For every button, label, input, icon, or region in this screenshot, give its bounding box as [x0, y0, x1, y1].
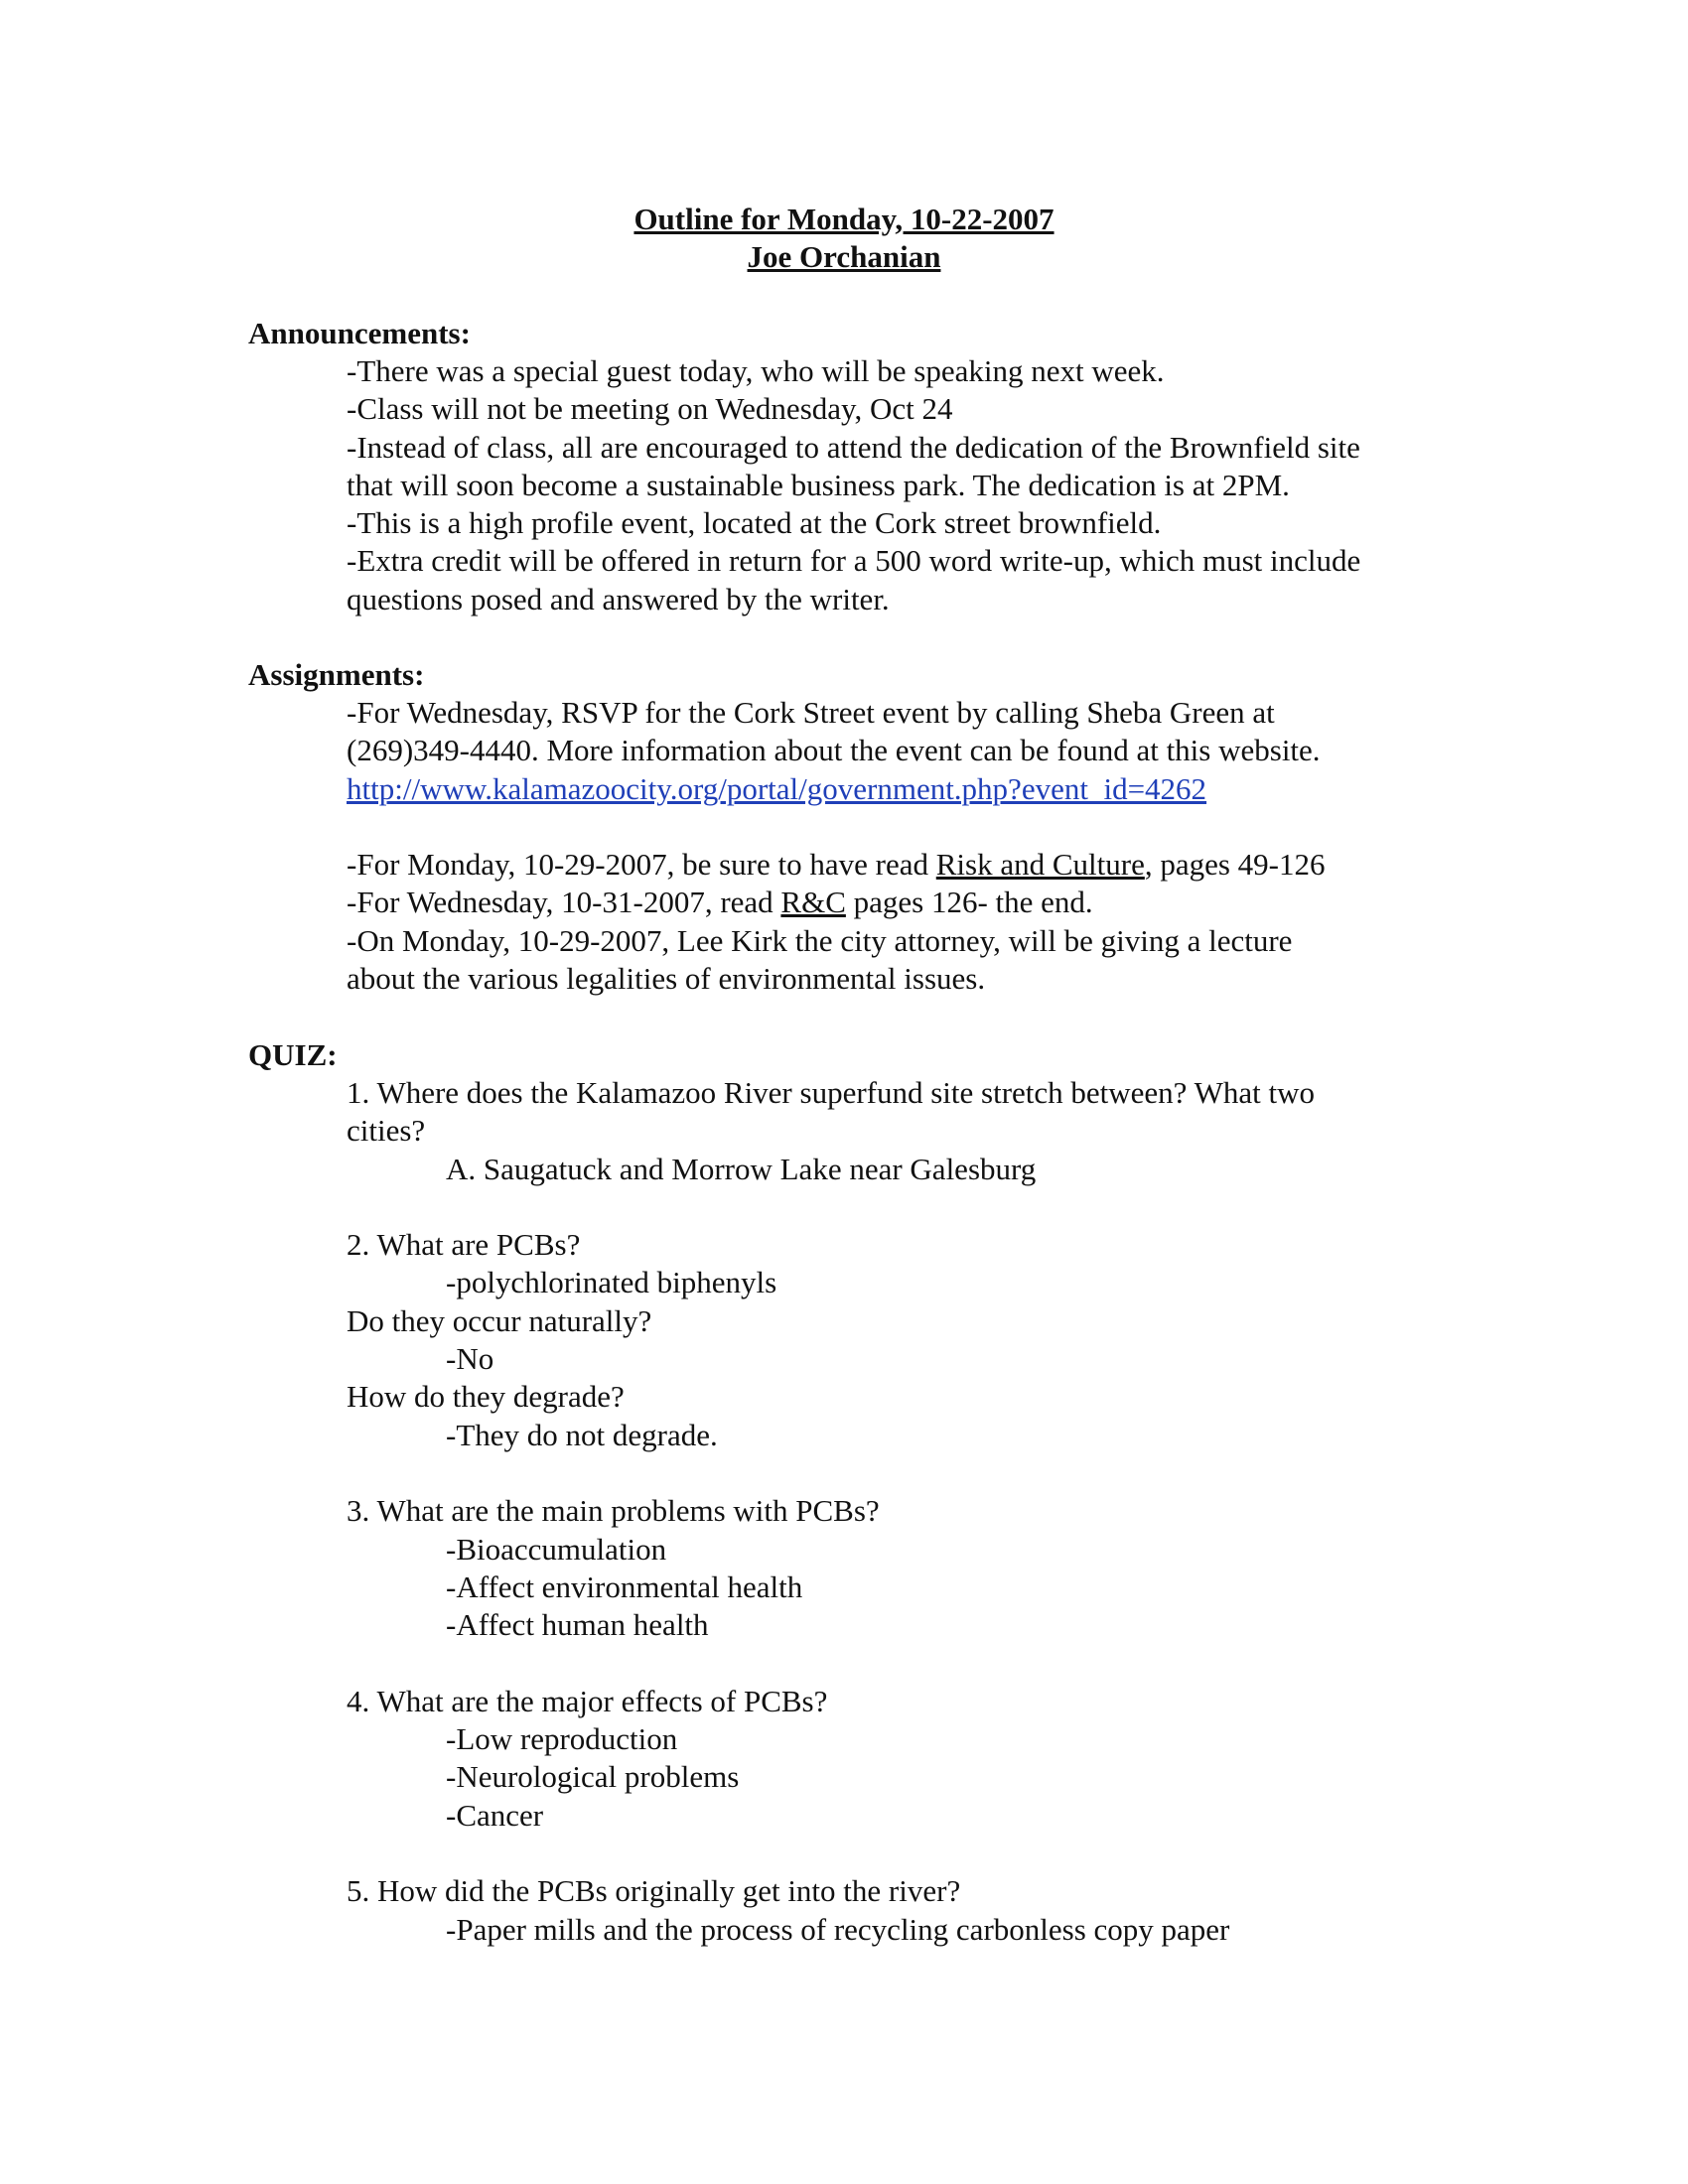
announcement-line: questions posed and answered by the writer. [347, 581, 890, 616]
book-title-risk-and-culture: Risk and Culture [935, 847, 1145, 883]
quiz-answer: -Affect human health [446, 1607, 709, 1643]
quiz-answer: -Affect environmental health [446, 1569, 803, 1604]
quiz-answer: -Bioaccumulation [446, 1531, 667, 1567]
announcements-heading: Announcements: [248, 316, 471, 350]
quiz-question: Do they occur naturally? [347, 1302, 652, 1338]
announcement-line: that will soon become a sustainable business park. The dedication is at 2PM. [347, 467, 1290, 502]
announcement-line: -Extra credit will be offered in return for a 500 word write-up, which must include [347, 543, 1361, 579]
assignment-rsvp-line: (269)349-4440. More information about the event can be found at this website. [347, 733, 1321, 768]
quiz-answer: -Low reproduction [446, 1721, 678, 1757]
quiz-answer: -No [446, 1341, 494, 1377]
announcements-list [347, 352, 1478, 618]
quiz-answer: -Cancer [446, 1797, 544, 1833]
announcement-line: -There was a special guest today, who will be speaking next week. [347, 353, 1165, 388]
assignment-lecture-line: -On Monday, 10-29-2007, Lee Kirk the city attorney, will be giving a lecture [347, 922, 1293, 958]
page-title: Outline for Monday, 10-22-2007 [633, 202, 1055, 236]
assignment-lecture-line: about the various legalities of environmental issues. [347, 961, 986, 997]
quiz-question: cities? [347, 1113, 426, 1149]
assignment-monday-line: -For Monday, 10-29-2007, be sure to have read Risk and Culture, pages 49-126 [347, 847, 1326, 883]
event-website-link[interactable]: http://www.kalamazoocity.org/portal/government.php?event_id=4262 [347, 770, 1207, 806]
quiz-question: 3. What are the main problems with PCBs? [347, 1493, 880, 1529]
quiz-answer: -They do not degrade. [446, 1417, 718, 1452]
book-title-rc: R&C [780, 885, 846, 920]
quiz-answer: -polychlorinated biphenyls [446, 1265, 777, 1300]
quiz-question: 4. What are the major effects of PCBs? [347, 1683, 828, 1718]
quiz-answer: -Neurological problems [446, 1759, 740, 1795]
assignments-heading: Assignments: [248, 657, 425, 692]
announcement-line: -This is a high profile event, located at the Cork street brownfield. [347, 505, 1162, 541]
quiz-question: 5. How did the PCBs originally get into the river? [347, 1873, 961, 1909]
assignments-list [347, 694, 1478, 998]
quiz-answer: A. Saugatuck and Morrow Lake near Galesburg [446, 1151, 1037, 1186]
assignment-wednesday-line: -For Wednesday, 10-31-2007, read R&C pages 126- the end. [347, 885, 1093, 920]
quiz-answer: -Paper mills and the process of recycling carbonless copy paper [446, 1911, 1230, 1947]
quiz-question: 1. Where does the Kalamazoo River superfund site stretch between? What two [347, 1075, 1316, 1110]
quiz-list [347, 1074, 1478, 1949]
assignment-rsvp-line: -For Wednesday, RSVP for the Cork Street event by calling Sheba Green at [347, 695, 1275, 730]
quiz-heading: QUIZ: [248, 1037, 338, 1072]
announcement-line: -Instead of class, all are encouraged to attend the dedication of the Brownfield site [347, 429, 1360, 465]
quiz-question: 2. What are PCBs? [347, 1227, 581, 1263]
announcement-line: -Class will not be meeting on Wednesday, Oct 24 [347, 391, 953, 427]
author-name: Joe Orchanian [747, 239, 941, 274]
quiz-question: How do they degrade? [347, 1379, 625, 1415]
